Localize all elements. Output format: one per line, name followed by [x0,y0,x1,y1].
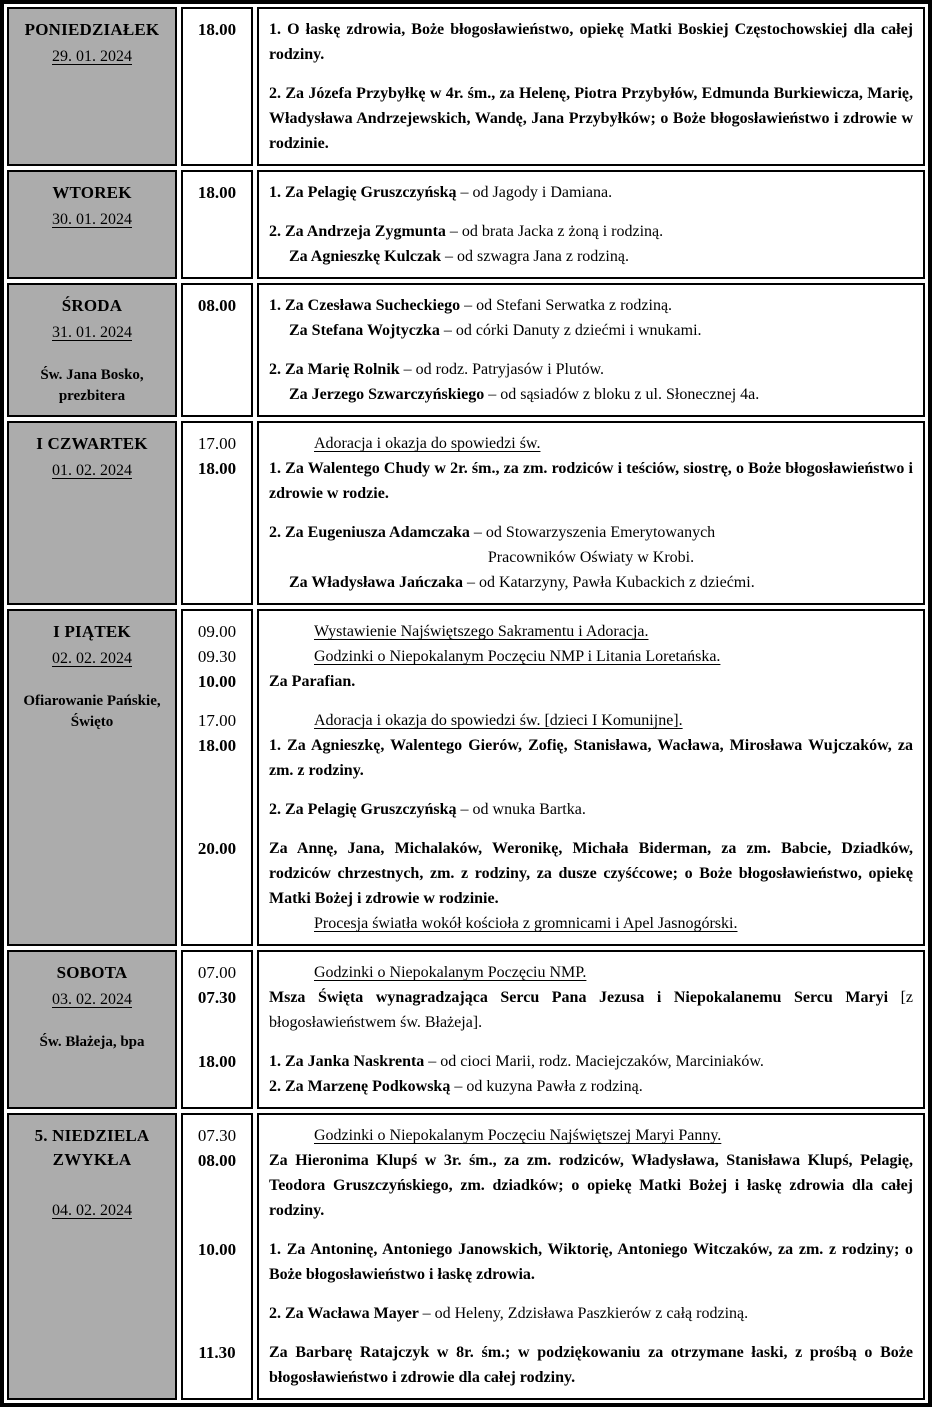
time-label: 07.00 [197,963,237,982]
schedule-row [7,1113,925,1400]
intention-paragraph [269,318,913,343]
intention-paragraph [269,180,913,205]
time-column [181,7,253,166]
time-label: 18.00 [197,183,237,202]
feast-line: prezbitera [58,388,126,404]
intention-text: – od wnuka Bartka. [460,801,586,818]
time-label: 18.00 [197,20,237,39]
intention-text: 2. Za Wacława Mayer [269,1305,423,1322]
time-label: 17.00 [197,434,237,453]
schedule-row [7,421,925,605]
intention-text: Pracowników Oświaty w Krobi. [487,549,695,566]
time-column [181,421,253,605]
intention-text: – od cioci Marii, rodz. Maciejczaków, Marciniaków. [428,1053,764,1070]
intention-paragraph [269,545,913,570]
time-column [181,950,253,1109]
intention-paragraph [269,1301,913,1326]
day-cell [7,7,177,166]
intention-text: 1. Za Pelagię Gruszczyńską [269,184,461,201]
intention-text: Za Władysława Jańczaka [289,574,467,591]
feast-name [15,691,169,733]
intention-text: Godzinki o Niepokalanym Poczęciu Najświętszej Maryi Panny. [314,1127,722,1144]
intention-text: Za Annę, Jana, Michalaków, Weronikę, Michała Biderman, za zm. Babcie, Dziadków, rodziców chrzestnych, zm. z rodziny, za dusze czyśćcowe; o Boże błogosławieństwo, opiekę Matki Bożej i zdrowie w rodzinie. [269,840,913,907]
intention-paragraph [269,669,913,694]
schedule-row [7,7,925,166]
day-name: WTOREK [52,183,132,202]
intention-paragraph [269,619,913,644]
intention-text: – od kuzyna Pawła z rodziną. [454,1078,643,1095]
intention-paragraph [269,1049,913,1074]
intention-text: – od Jagody i Damiana. [460,184,613,201]
feast-line: Św. Błażeja, bpa [39,1034,145,1050]
intention-paragraph [269,1148,913,1223]
feast-line: Św. Jana Bosko, [40,367,144,383]
intention-paragraph [269,836,913,911]
intention-text: Za Parafian. [269,673,356,690]
time-label: 11.30 [198,1343,236,1362]
intention-text: – od Stefani Serwatka z rodziną. [464,297,673,314]
intention-paragraph [269,1123,913,1148]
time-label: 09.00 [197,622,237,641]
intention-text: – od Stowarzyszenia Emerytowanych [473,524,716,541]
time-column [181,1113,253,1400]
schedule-rows [7,7,925,1400]
intention-paragraph [269,382,913,407]
intention-text: Godzinki o Niepokalanym Poczęciu NMP i Litania Loretańska. [314,648,721,665]
time-label: 17.00 [197,711,237,730]
intention-paragraph [269,293,913,318]
intention-paragraph [269,1340,913,1390]
time-label: 07.30 [197,1126,237,1145]
intention-paragraph [269,219,913,244]
intention-text: – od sąsiadów z bloku z ul. Słonecznej 4a. [488,386,760,403]
day-cell [7,950,177,1109]
intentions-cell [257,609,925,946]
intentions-cell [257,950,925,1109]
intention-text: 2. Za Eugeniusza Adamczaka [269,524,474,541]
feast-name [15,1032,169,1053]
intention-text: Msza Święta wynagradzająca Sercu Pana Jezusa i Niepokalanemu Sercu Maryi [269,989,901,1006]
intention-text: 1. Za Walentego Chudy w 2r. śm., za zm. rodziców i teściów, siostrę, o Boże błogosławieństwo i zdrowie w rodzie. [269,460,913,502]
day-cell [7,283,177,417]
intention-text: – od Katarzyny, Pawła Kubackich z dziećmi. [466,574,755,591]
time-label: 18.00 [197,1052,237,1071]
intention-text: – od szwagra Jana z rodziną. [445,248,629,265]
day-cell [7,170,177,279]
day-date: 29. 01. 2024 [52,48,132,65]
intentions-cell [257,1113,925,1400]
intention-paragraph [269,570,913,595]
intention-paragraph [269,431,913,456]
intention-text: Za Jerzego Szwarczyńskiego [289,386,489,403]
intention-paragraph [269,644,913,669]
intention-text: Wystawienie Najświętszego Sakramentu i Adoracja. [314,623,649,640]
day-name: PONIEDZIAŁEK [24,20,160,39]
intention-paragraph [269,1074,913,1099]
intention-text: 1. O łaskę zdrowia, Boże błogosławieństwo, opiekę Matki Boskiej Częstochowskiej dla całej rodziny. [269,21,913,63]
intention-text: Adoracja i okazja do spowiedzi św. [314,435,541,452]
time-label: 10.00 [197,672,237,691]
intention-text: Za Stefana Wojtyczka [289,322,444,339]
schedule-row [7,609,925,946]
intention-text: Za Barbarę Ratajczyk w 8r. śm.; w podziękowaniu za otrzymane łaski, z prośbą o Boże błogosławieństwo i zdrowie dla całej rodziny. [269,1344,913,1386]
day-date: 31. 01. 2024 [52,324,132,341]
day-name: I CZWARTEK [36,434,148,453]
intention-paragraph [269,456,913,506]
intention-paragraph [269,357,913,382]
day-name: 5. NIEDZIELA [34,1126,150,1145]
intention-text: 1. Za Antoninę, Antoniego Janowskich, Wiktorię, Antoniego Witczaków, za zm. z rodziny; o Boże błogosławieństwo i łaskę zdrowia. [269,1241,913,1283]
intention-paragraph [269,17,913,67]
intention-text: – od córki Danuty z dziećmi i wnukami. [443,322,702,339]
intention-paragraph [269,985,913,1035]
feast-line: Święto [70,714,114,730]
intention-paragraph [269,244,913,269]
intention-text: Adoracja i okazja do spowiedzi św. [dzieci I Komunijne]. [314,712,683,729]
intention-text: 2. Za Marię Rolnik [269,361,404,378]
intention-text: Procesja światła wokół kościoła z gromnicami i Apel Jasnogórski. [314,915,738,932]
time-label: 08.00 [197,296,237,315]
time-column [181,170,253,279]
intention-text: 2. Za Andrzeja Zygmunta [269,223,450,240]
time-label: 18.00 [197,736,237,755]
intention-text: 1. Za Janka Naskrenta [269,1053,429,1070]
intentions-cell [257,7,925,166]
intention-paragraph [269,797,913,822]
day-date: 04. 02. 2024 [52,1202,132,1219]
intention-paragraph [269,733,913,783]
day-cell [7,609,177,946]
intention-paragraph [269,960,913,985]
time-label: 07.30 [197,988,237,1007]
intention-paragraph [269,708,913,733]
intention-text: 2. Za Pelagię Gruszczyńską [269,801,461,818]
intention-text: – od brata Jacka z żoną i rodziną. [449,223,664,240]
day-name: ZWYKŁA [52,1150,132,1169]
day-name: ŚRODA [61,296,123,315]
time-column [181,609,253,946]
intention-text: 2. Za Marzenę Podkowską [269,1078,455,1095]
day-cell [7,421,177,605]
intentions-cell [257,170,925,279]
time-label: 08.00 [197,1151,237,1170]
feast-name [15,365,169,407]
time-column [181,283,253,417]
intention-paragraph [269,520,913,545]
intention-paragraph [269,1237,913,1287]
day-name: I PIĄTEK [53,622,131,641]
intention-text: – od Heleny, Zdzisława Paszkierów z całą rodziną. [422,1305,749,1322]
day-date: 03. 02. 2024 [52,991,132,1008]
intention-text: [z błogosławieństwem św. Błażeja]. [269,989,913,1031]
time-label: 18.00 [197,459,237,478]
time-label: 10.00 [197,1240,237,1259]
intention-text: Za Hieronima Klupś w 3r. śm., za zm. rodziców, Władysława, Stanisława Klupś, Pelagię, Teodora Gruszczyńskiego, zm. dziadków; o opiekę Matki Bożej i łaskę zdrowia dla całej rodziny. [269,1152,913,1219]
intention-text: 2. Za Józefa Przybyłkę w 4r. śm., za Helenę, Piotra Przybyłów, Edmunda Burkiewicza, Marię, Władysława Andrzejewskich, Wandę, Jana Przybyłków; o Boże błogosławieństwo i zdrowie w rodzinie. [269,85,913,152]
schedule-row [7,283,925,417]
intention-text: Godzinki o Niepokalanym Poczęciu NMP. [314,964,587,981]
day-name: SOBOTA [56,963,128,982]
feast-line: Ofiarowanie Pańskie, [23,693,161,709]
intention-paragraph [269,81,913,156]
time-label: 09.30 [197,647,237,666]
schedule-row [7,950,925,1109]
intention-text: – od rodz. Patryjasów i Plutów. [403,361,604,378]
day-date: 30. 01. 2024 [52,211,132,228]
schedule-row [7,170,925,279]
day-date: 02. 02. 2024 [52,650,132,667]
intention-paragraph [269,911,913,936]
intention-text: 1. Za Czesława Sucheckiego [269,297,465,314]
time-label: 20.00 [197,839,237,858]
intentions-cell [257,283,925,417]
intentions-cell [257,421,925,605]
intention-text: Za Agnieszkę Kulczak [289,248,446,265]
day-cell [7,1113,177,1400]
intention-text: 1. Za Agnieszkę, Walentego Gierów, Zofię, Stanisława, Wacława, Mirosława Wujczaków, za zm. z rodziny. [269,737,913,779]
day-date: 01. 02. 2024 [52,462,132,479]
